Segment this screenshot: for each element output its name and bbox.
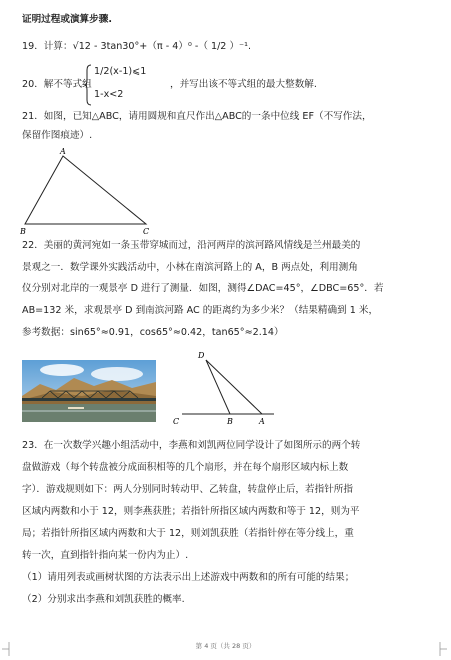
label-a: A <box>60 147 66 156</box>
line-db <box>206 360 230 414</box>
section-title: 证明过程或演算步骤. <box>22 14 112 25</box>
question-20-suffix: ，并写出该不等式组的最大整数解. <box>170 79 317 90</box>
label-d: D <box>198 351 205 360</box>
question-23-sub1: （1）请用列表或画树状图的方法表示出上述游戏中两数和的所有可能的结果； <box>22 572 355 583</box>
question-20-prefix: 20．解不等式组 <box>22 79 92 90</box>
question-21-line1: 21．如图，已知△ABC，请用圆规和直尺作出△ABC的一条中位线 EF（不写作法， <box>22 111 372 122</box>
question-22-line: 参考数据：sin65°≈0.91，cos65°≈0.42，tan65°≈2.14） <box>22 327 284 338</box>
question-21-line2: 保留作图痕迹）. <box>22 130 93 141</box>
brace-icon <box>84 64 92 106</box>
bridge-photo <box>22 360 156 422</box>
label-c: C <box>143 227 150 236</box>
question-23-line: 盘做游戏（每个转盘被分成面积相等的几个扇形，并在每个扇形区域内标上数 <box>22 462 349 473</box>
question-23-line: 23．在一次数学兴趣小组活动中，李燕和刘凯两位同学设计了如图所示的两个转 <box>22 440 361 451</box>
label-b: B <box>227 417 233 426</box>
label-c: C <box>173 417 180 426</box>
page-number: 第 4 页（共 28 页） <box>195 642 256 650</box>
question-23-line: 转一次，直到指针指向某一份内为止）. <box>22 550 189 561</box>
line-da <box>206 360 262 414</box>
question-19: 19．计算：√12 - 3tan30°+（π - 4）⁰ -（ 1/2 ）⁻¹. <box>22 41 252 52</box>
label-a: A <box>259 417 265 426</box>
inequality-2: 1-x<2 <box>94 89 124 100</box>
question-22-line: 景观之一．数学课外实践活动中，小林在南滨河路上的 A，B 两点处，利用测角 <box>22 262 358 273</box>
inequality-1: 1/2(x-1)⩽1 <box>94 66 147 77</box>
question-22-line: 22．美丽的黄河宛如一条玉带穿城而过，沿河两岸的滨河路风情线是兰州最美的 <box>22 240 361 251</box>
question-23-line: 局；若指针所指区域内两数和大于 12，则刘凯获胜（若指针停在等分线上，重 <box>22 528 354 539</box>
question-22-line: AB=132 米，求观景亭 D 到南滨河路 AC 的距离约为多少米？（结果精确到 1 米， <box>22 305 379 316</box>
triangle-abc <box>25 156 146 224</box>
question-23-sub2: （2）分别求出李燕和刘凯获胜的概率. <box>22 594 185 605</box>
question-22-line: 仪分别对北岸的一观景亭 D 进行了测量．如图，测得∠DAC=45°，∠DBC=65°．若 <box>22 283 384 294</box>
question-23-line: 字）．游戏规则如下：两人分别同时转动甲、乙转盘，转盘停止后，若指针所指 <box>22 484 353 495</box>
river-geometry-figure <box>168 347 280 429</box>
triangle-abc-figure <box>20 147 150 237</box>
question-23-line: 区域内两数和小于 12，则李燕获胜；若指针所指区域内两数和等于 12，则为平 <box>22 506 360 517</box>
label-b: B <box>20 227 26 236</box>
